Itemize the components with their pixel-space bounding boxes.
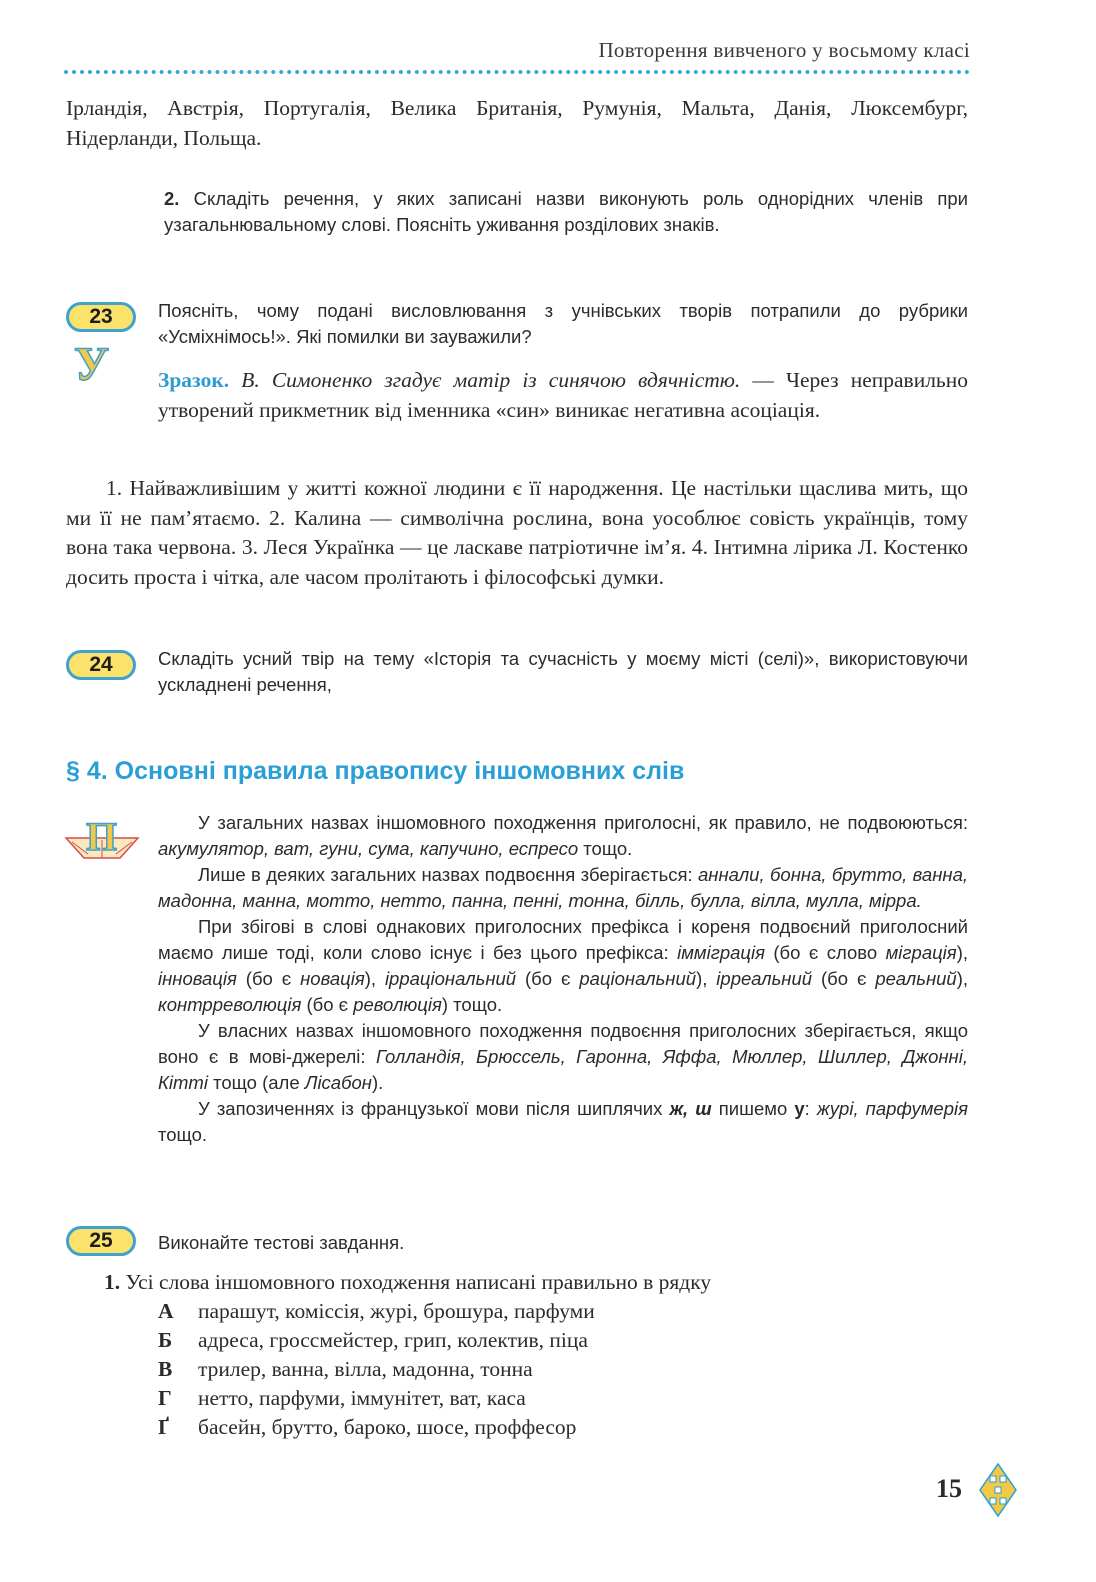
rule-1-tail: тощо. bbox=[578, 838, 633, 859]
exercise-25-badge: 25 bbox=[66, 1226, 136, 1256]
option-text: басейн, брутто, бароко, шосе, проффесор bbox=[198, 1415, 577, 1439]
ornament-arrow-icon bbox=[976, 1458, 1020, 1522]
exercise-23-sample bbox=[158, 366, 968, 425]
answer-option[interactable] bbox=[158, 1415, 576, 1440]
rule-2 bbox=[158, 862, 968, 914]
option-letter: В bbox=[158, 1357, 173, 1381]
rule-3-example: імміграція bbox=[677, 942, 765, 963]
rule-3-text: ), bbox=[696, 968, 717, 989]
rule-2-text: Лише в деяких загальних назвах подвоєння зберігається: bbox=[198, 864, 699, 885]
rule-1 bbox=[158, 810, 968, 862]
option-letter: Б bbox=[158, 1328, 173, 1352]
answer-option[interactable] bbox=[158, 1357, 533, 1382]
rule-5-letters: ж, ш bbox=[669, 1098, 712, 1119]
option-text: адреса, гроссмейстер, грип, колектив, піца bbox=[198, 1328, 588, 1352]
rule-3-example: ірраціональний bbox=[384, 968, 517, 989]
rule-1-examples: акумулятор, ват, гуни, сума, капучино, еспресо bbox=[158, 838, 579, 859]
option-text: нетто, парфуми, іммунітет, ват, каса bbox=[198, 1386, 526, 1410]
rule-3 bbox=[158, 914, 968, 1018]
ornament-square bbox=[1000, 1476, 1006, 1482]
rule-3-text: ), bbox=[956, 968, 969, 989]
rule-3-text: (бо є bbox=[301, 994, 354, 1015]
exercise-24-instruction: Складіть усний твір на тему «Історія та сучасність у моєму місті (селі)», використовуючи ускладнені речення, bbox=[158, 648, 968, 695]
answer-option[interactable] bbox=[158, 1386, 526, 1411]
question-text: Усі слова іншомовного походження написані правильно в рядку bbox=[125, 1270, 712, 1294]
rule-5-examples: журі, парфумерія bbox=[816, 1098, 968, 1119]
sample-italic: В. Симоненко згадує матір із синячою вдячністю. bbox=[241, 368, 741, 392]
sample-rest: — Через неправильно утворений прикметник від іменника «син» виникає негативна асоціація. bbox=[158, 368, 968, 422]
header-dotted-rule bbox=[64, 70, 970, 74]
rule-4-text: У власних назвах іншомовного походження подвоєння приголосних зберігається, якщо воно є в мові-джерелі: bbox=[158, 1020, 968, 1067]
rule-5 bbox=[158, 1096, 968, 1148]
rule-3-example: контрреволюція bbox=[158, 994, 302, 1015]
exercise-25-instruction: Виконайте тестові завдання. bbox=[158, 1232, 405, 1253]
rule-2-examples: аннали, бонна, брутто, ванна, мадонна, манна, мотто, нетто, панна, пенні, тонна, білль, булла, вілла, мулла, мірра. bbox=[158, 864, 968, 911]
rule-5-text: : bbox=[804, 1098, 817, 1119]
top-paragraph: Ірландія, Австрія, Португалія, Велика Британія, Румунія, Мальта, Данія, Люксембург, Нідерланди, Польща. bbox=[66, 96, 968, 150]
sample-label: Зразок. bbox=[158, 368, 230, 392]
u-letter-glyph: У bbox=[74, 338, 110, 388]
rule-3-text: ), bbox=[364, 968, 385, 989]
rule-3-example: новація bbox=[300, 968, 365, 989]
ornament-square bbox=[990, 1498, 996, 1504]
u-letter-icon bbox=[72, 338, 134, 388]
exercise-24-badge: 24 bbox=[66, 650, 136, 680]
rules-block bbox=[158, 810, 968, 1148]
running-header: Повторення вивченого у восьмому класі bbox=[598, 38, 970, 62]
rule-4-text: ). bbox=[371, 1072, 384, 1093]
rule-5-letter: у bbox=[794, 1098, 805, 1119]
question-number: 1. bbox=[104, 1270, 121, 1294]
rule-3-text: (бо є bbox=[812, 968, 876, 989]
test-question bbox=[104, 1270, 711, 1295]
rule-3-text: ) тощо. bbox=[441, 994, 503, 1015]
page-number: 15 bbox=[936, 1474, 962, 1503]
exercise-23-instruction: Поясніть, чому подані висловлювання з учнівських творів потрапили до рубрики «Усміхнімось!». Які помилки ви зауважили? bbox=[158, 300, 968, 347]
rule-3-text: (бо є bbox=[516, 968, 580, 989]
exercise-23-badge: 23 bbox=[66, 302, 136, 332]
rule-3-example: реальний bbox=[875, 968, 957, 989]
rule-3-text: ), bbox=[956, 942, 968, 963]
rule-3-text: (бо є слово bbox=[764, 942, 886, 963]
rule-3-example: революція bbox=[353, 994, 442, 1015]
rule-3-example: інновація bbox=[158, 968, 237, 989]
exercise-23-body: 1. Найважливішим у житті кожної людини є її народження. Це настільки щаслива мить, що ми її не пам’ятаємо. 2. Калина — символічна рослина, вона уособлює совість українців, тому вона така червона. 3. Леся Українка — це ласкаве патріотичне ім’я. 4. Інтимна лірика Л. Костенко досить проста і чітка, але часом пролітають і філософські думки. bbox=[66, 476, 968, 589]
option-letter: Г bbox=[158, 1386, 172, 1410]
ornament-square bbox=[995, 1487, 1001, 1493]
answer-option[interactable] bbox=[158, 1328, 588, 1353]
option-letter: Ґ bbox=[158, 1415, 170, 1439]
p-rule-icon bbox=[62, 814, 142, 860]
answer-option[interactable] bbox=[158, 1299, 595, 1324]
rule-4-text: тощо (але bbox=[207, 1072, 305, 1093]
rule-4-example: Лісабон bbox=[304, 1072, 372, 1093]
task-2-number: 2. bbox=[164, 188, 180, 209]
rule-4 bbox=[158, 1018, 968, 1096]
rule-3-text: (бо є bbox=[236, 968, 301, 989]
p-letter-glyph: П bbox=[86, 814, 118, 859]
option-letter: А bbox=[158, 1299, 174, 1323]
rule-5-text: пишемо bbox=[711, 1098, 795, 1119]
ornament-square bbox=[990, 1476, 996, 1482]
option-text: трилер, ванна, вілла, мадонна, тонна bbox=[198, 1357, 533, 1381]
ornament-square bbox=[1000, 1498, 1006, 1504]
rule-5-text: У запозиченнях із французької мови після шиплячих bbox=[198, 1098, 670, 1119]
rule-3-example: раціональний bbox=[579, 968, 697, 989]
rule-5-tail: тощо. bbox=[158, 1124, 207, 1145]
task-2 bbox=[164, 186, 968, 238]
section-title: § 4. Основні правила правопису іншомовних слів bbox=[66, 757, 685, 785]
rule-1-text: У загальних назвах іншомовного походження приголосні, як правило, не подвоюються: bbox=[198, 812, 968, 833]
rule-3-text: При збігові в слові однакових приголосних префікса і кореня подвоєний приголосний маємо лише тоді, коли слово існує і без цього префікса: bbox=[158, 916, 968, 963]
task-2-text: Складіть речення, у яких записані назви виконують роль однорідних членів при узагальнювальному слові. Поясніть уживання розділових знаків. bbox=[164, 188, 968, 235]
option-text: парашут, комісcія, журі, брошура, парфуми bbox=[198, 1299, 595, 1323]
rule-3-example: міграція bbox=[885, 942, 957, 963]
rule-3-example: ірреальний bbox=[716, 968, 813, 989]
rule-4-examples: Голландія, Брюссель, Гаронна, Яффа, Мюллер, Шиллер, Джонні, Кітті bbox=[158, 1046, 968, 1093]
